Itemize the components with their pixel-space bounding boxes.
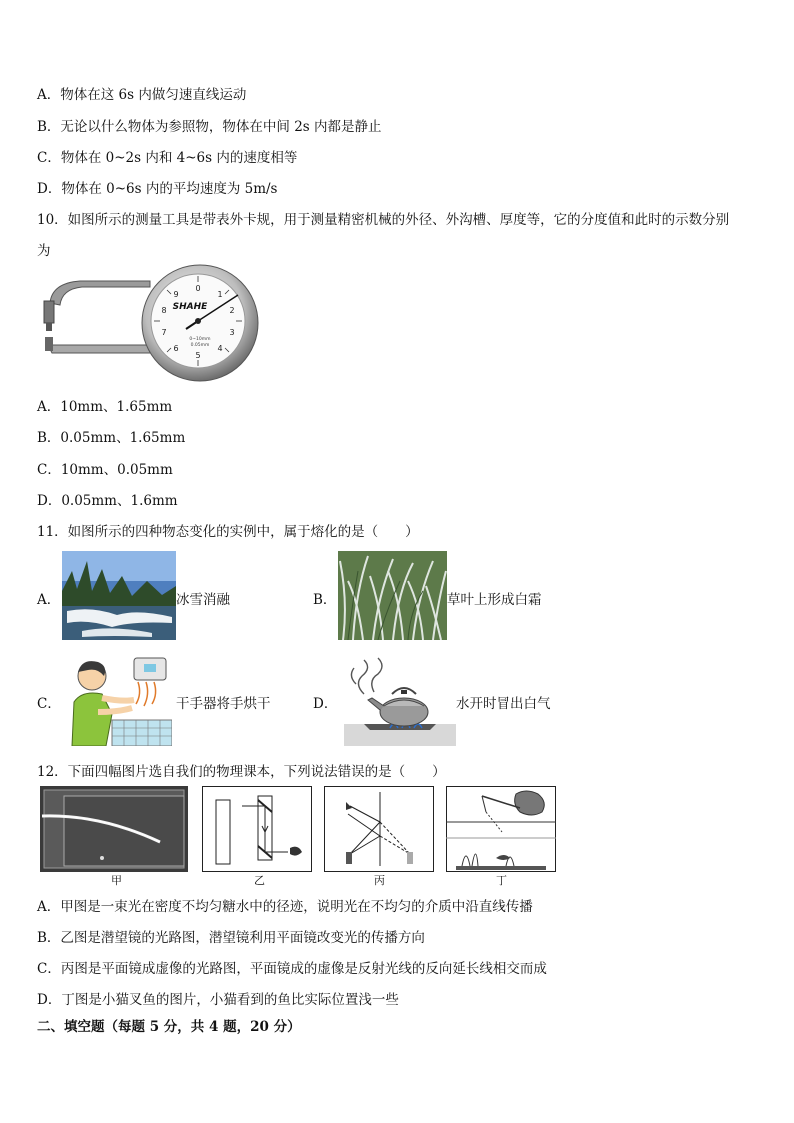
dial-number: 6 [173, 344, 179, 353]
q10-option-d: D．0.05mm、1.6mm [37, 493, 178, 509]
q10-stem: 10．如图所示的测量工具是带表外卡规，用于测量精密机械的外径、外沟槽、厚度等，它的分度值和此时的示数分别 [37, 212, 730, 228]
dial-number: 3 [229, 328, 235, 337]
frost-grass-photo [338, 551, 447, 640]
dial-number: 4 [217, 344, 223, 353]
boiling-kettle-illustration [344, 654, 456, 746]
q10-stem-cont: 为 [37, 243, 51, 259]
figure-yi-periscope [202, 786, 312, 872]
gauge-brand: SHAHE [172, 302, 208, 312]
melting-snow-photo [62, 551, 176, 640]
dial-caliper-figure [40, 263, 260, 385]
q12-option-c: C．丙图是平面镜成虚像的光路图，平面镜成的虚像是反射光线的反向延长线相交而成 [37, 961, 547, 977]
q11-option-a-caption: 冰雪消融 [176, 592, 230, 608]
dial-number: 5 [195, 351, 201, 360]
q12-option-d: D．丁图是小猫叉鱼的图片，小猫看到的鱼比实际位置浅一些 [37, 992, 399, 1008]
q11-option-a-letter: A． [37, 592, 61, 608]
gauge-unit: 0.05mm [190, 343, 210, 348]
q12-option-a: A．甲图是一束光在密度不均匀糖水中的径迹，说明光在不均匀的介质中沿直线传播 [37, 899, 533, 915]
q9-option-d: D．物体在 0~6s 内的平均速度为 5m/s [37, 181, 278, 197]
q11-option-b-caption: 草叶上形成白霜 [447, 592, 542, 608]
figure-ding-cat-fishing [446, 786, 556, 872]
q9-option-c: C．物体在 0~2s 内和 4~6s 内的速度相等 [37, 150, 298, 166]
dial-number: 8 [161, 306, 167, 315]
q12-option-b: B．乙图是潜望镜的光路图，潜望镜利用平面镜改变光的传播方向 [37, 930, 425, 946]
q10-option-b: B．0.05mm、1.65mm [37, 430, 186, 446]
hand-dryer-illustration [62, 654, 172, 746]
section-heading-fill-in: 二、填空题（每题 5 分，共 4 题，20 分） [37, 1019, 301, 1035]
q10-option-c: C．10mm、0.05mm [37, 462, 173, 478]
dial-number: 0 [195, 284, 201, 293]
q9-option-b: B．无论以什么物体为参照物，物体在中间 2s 内都是静止 [37, 119, 382, 135]
q11-option-b-letter: B． [313, 592, 337, 608]
fig-label-ding: 丁 [496, 874, 507, 887]
q11-option-c-caption: 干手器将手烘干 [176, 696, 271, 712]
dial-number: 2 [229, 306, 235, 315]
q11-option-c-letter: C． [37, 696, 61, 712]
q11-stem: 11．如图所示的四种物态变化的实例中，属于熔化的是（ ） [37, 524, 419, 540]
dial-number: 9 [173, 290, 179, 299]
q11-option-d-letter: D． [313, 696, 338, 712]
figure-bing-plane-mirror [324, 786, 434, 872]
dial-number: 1 [217, 290, 223, 299]
fig-label-yi: 乙 [254, 874, 265, 887]
gauge-range: 0~10mm [189, 337, 211, 342]
fig-label-bing: 丙 [374, 874, 385, 887]
figure-jia-sugar-water [40, 786, 188, 872]
fig-label-jia: 甲 [111, 874, 122, 887]
q11-option-d-caption: 水开时冒出白气 [456, 696, 551, 712]
q12-stem: 12．下面四幅图片选自我们的物理课本，下列说法错误的是（ ） [37, 764, 446, 780]
q9-option-a: A．物体在这 6s 内做匀速直线运动 [37, 87, 247, 103]
dial-number: 7 [161, 328, 167, 337]
q10-option-a: A．10mm、1.65mm [37, 399, 173, 415]
